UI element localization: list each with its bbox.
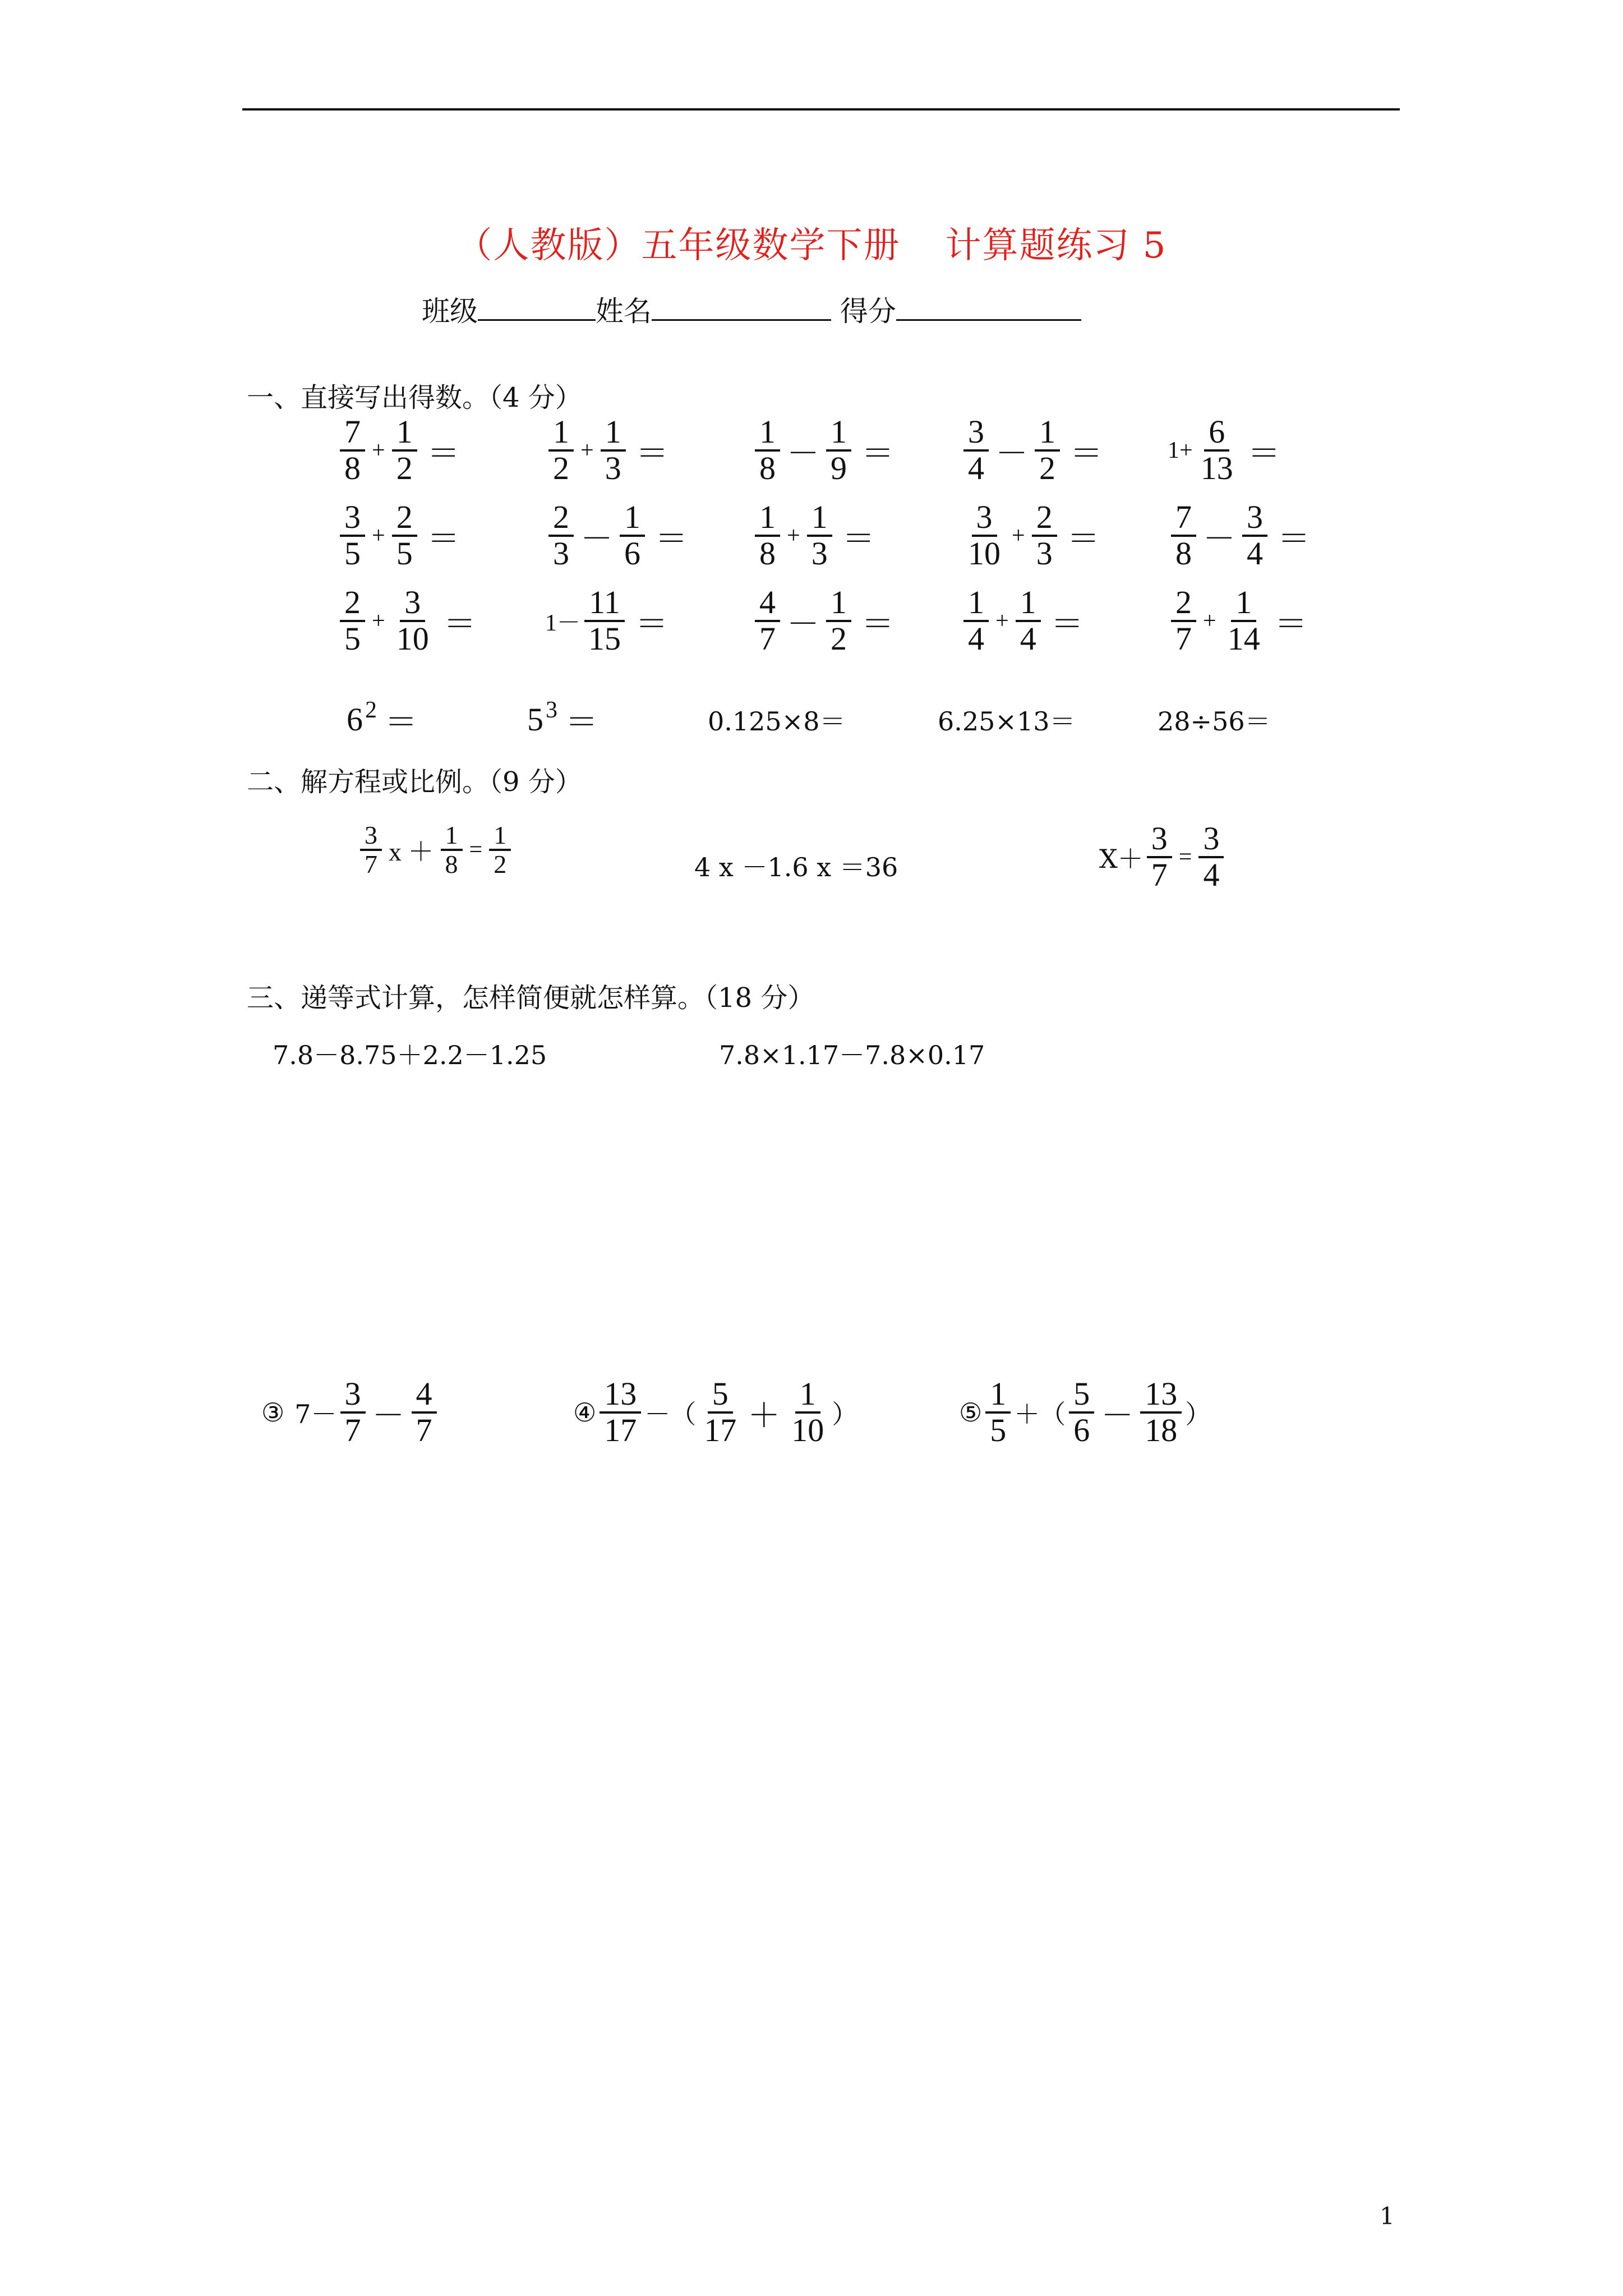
fraction: $\frac{7}{8}$ xyxy=(1171,500,1196,571)
fraction: $\frac{1}{9}$ xyxy=(826,415,851,486)
power-expr-1: 6 $^2$ ＝ xyxy=(347,697,418,740)
fraction: $\frac{1}{4}$ xyxy=(1016,586,1041,656)
direct-expr-3-4: $\frac{1}{4}$ + $\frac{1}{4}$ ＝ xyxy=(960,586,1087,656)
fraction: $\frac{2}{5}$ xyxy=(340,586,365,656)
step-calc-3: ③ 7－ $\frac{3}{7}$ － $\frac{4}{7}$ xyxy=(261,1377,440,1448)
direct-expr-1-3: $\frac{1}{8}$ － $\frac{1}{9}$ ＝ xyxy=(751,415,897,486)
title-sub: 计算题练习 5 xyxy=(945,225,1167,266)
section-2-heading: 二、解方程或比例。（9 分） xyxy=(247,766,582,798)
name-label: 姓名 xyxy=(596,295,652,328)
fraction: $\frac{3}{10}$ xyxy=(968,499,1000,572)
equation-1: $\frac{3}{7}$ x ＋ $\frac{1}{8}$ = $\frac{1}{2}$ xyxy=(357,822,514,878)
decimal-expr-2: 6.25×13＝ xyxy=(938,706,1076,737)
section-1-heading: 一、直接写出得数。（4 分） xyxy=(247,382,582,413)
fraction: $\frac{1}{8}$ xyxy=(755,415,780,486)
fraction: $\frac{1}{2}$ xyxy=(826,586,851,656)
fraction: $\frac{2}{5}$ xyxy=(392,500,417,571)
fraction: $\frac{1}{8}$ xyxy=(755,500,780,571)
page-title xyxy=(0,217,1623,268)
fraction: $\frac{1}{4}$ xyxy=(963,586,989,656)
direct-expr-1-2: $\frac{1}{2}$ + $\frac{1}{3}$ ＝ xyxy=(545,415,672,486)
equation-3: X＋ $\frac{3}{7}$ = $\frac{3}{4}$ xyxy=(1099,822,1227,892)
decimal-expr-1: 0.125×8＝ xyxy=(708,706,846,737)
step-calc-1: 7.8－8.75＋2.2－1.25 xyxy=(273,1040,547,1070)
score-label: 得分 xyxy=(840,295,896,328)
fraction: $\frac{2}{3}$ xyxy=(548,500,574,571)
fraction: $\frac{3}{4}$ xyxy=(963,415,989,486)
name-blank[interactable] xyxy=(652,295,831,321)
division-expr: 28÷56＝ xyxy=(1158,706,1271,737)
section-3-heading: 三、递等式计算，怎样简便就怎样算。（18 分） xyxy=(247,982,815,1014)
fraction: $\frac{3}{10}$ xyxy=(396,584,429,657)
step-calc-5: ⑤ $\frac{1}{5}$ ＋（ $\frac{5}{6}$ － $\frac{13}{18}$ ） xyxy=(959,1375,1211,1448)
student-info-line xyxy=(422,289,1081,329)
class-blank[interactable] xyxy=(478,295,596,321)
direct-expr-3-3: $\frac{4}{7}$ － $\frac{1}{2}$ ＝ xyxy=(751,586,897,656)
direct-expr-3-2: 1－ $\frac{11}{15}$ ＝ xyxy=(545,584,668,657)
fraction: $\frac{1}{2}$ xyxy=(392,415,417,486)
page-number: 1 xyxy=(1380,2202,1395,2230)
score-blank[interactable] xyxy=(896,295,1081,321)
top-rule xyxy=(242,108,1400,111)
fraction: $\frac{1}{6}$ xyxy=(620,500,645,571)
fraction: $\frac{3}{4}$ xyxy=(1242,500,1267,571)
direct-expr-2-2: $\frac{2}{3}$ － $\frac{1}{6}$ ＝ xyxy=(545,500,691,571)
fraction: $\frac{1}{3}$ xyxy=(807,500,832,571)
fraction: $\frac{11}{15}$ xyxy=(584,586,625,656)
fraction: $\frac{3}{5}$ xyxy=(340,500,365,571)
fraction: $\frac{1}{2}$ xyxy=(548,415,574,486)
step-calc-2: 7.8×1.17－7.8×0.17 xyxy=(719,1040,985,1070)
direct-expr-1-5: 1+ $\frac{6}{13}$ ＝ xyxy=(1168,413,1280,486)
fraction: $\frac{2}{3}$ xyxy=(1032,500,1057,571)
fraction: $\frac{6}{13}$ xyxy=(1200,413,1233,486)
step-calc-4: ④ $\frac{13}{17}$ －（ $\frac{5}{17}$ ＋ $\frac{1}{10}$ ） xyxy=(573,1375,858,1448)
title-main: （人教版）五年级数学下册 xyxy=(456,225,901,266)
direct-expr-1-1: $\frac{7}{8}$ + $\frac{1}{2}$ ＝ xyxy=(336,415,463,486)
fraction: $\frac{4}{7}$ xyxy=(755,586,780,656)
direct-expr-1-4: $\frac{3}{4}$ － $\frac{1}{2}$ ＝ xyxy=(960,415,1106,486)
direct-expr-2-3: $\frac{1}{8}$ + $\frac{1}{3}$ ＝ xyxy=(751,500,878,571)
direct-expr-2-5: $\frac{7}{8}$ － $\frac{3}{4}$ ＝ xyxy=(1168,500,1313,571)
power-expr-2: 5 $^3$ ＝ xyxy=(527,697,598,740)
fraction: $\frac{7}{8}$ xyxy=(340,415,365,486)
direct-expr-3-1: $\frac{2}{5}$ + $\frac{3}{10}$ ＝ xyxy=(336,586,479,656)
direct-expr-3-5: $\frac{2}{7}$ + $\frac{1}{14}$ ＝ xyxy=(1168,586,1311,656)
fraction: $\frac{1}{2}$ xyxy=(1035,415,1060,486)
fraction: $\frac{1}{14}$ xyxy=(1227,584,1260,657)
fraction: $\frac{2}{7}$ xyxy=(1171,586,1196,656)
direct-expr-2-4: $\frac{3}{10}$ + $\frac{2}{3}$ ＝ xyxy=(960,500,1103,571)
direct-expr-2-1: $\frac{3}{5}$ + $\frac{2}{5}$ ＝ xyxy=(336,500,463,571)
fraction: $\frac{1}{3}$ xyxy=(601,415,626,486)
class-label: 班级 xyxy=(422,295,478,328)
equation-2: 4 x －1.6 x ＝36 xyxy=(694,852,898,882)
